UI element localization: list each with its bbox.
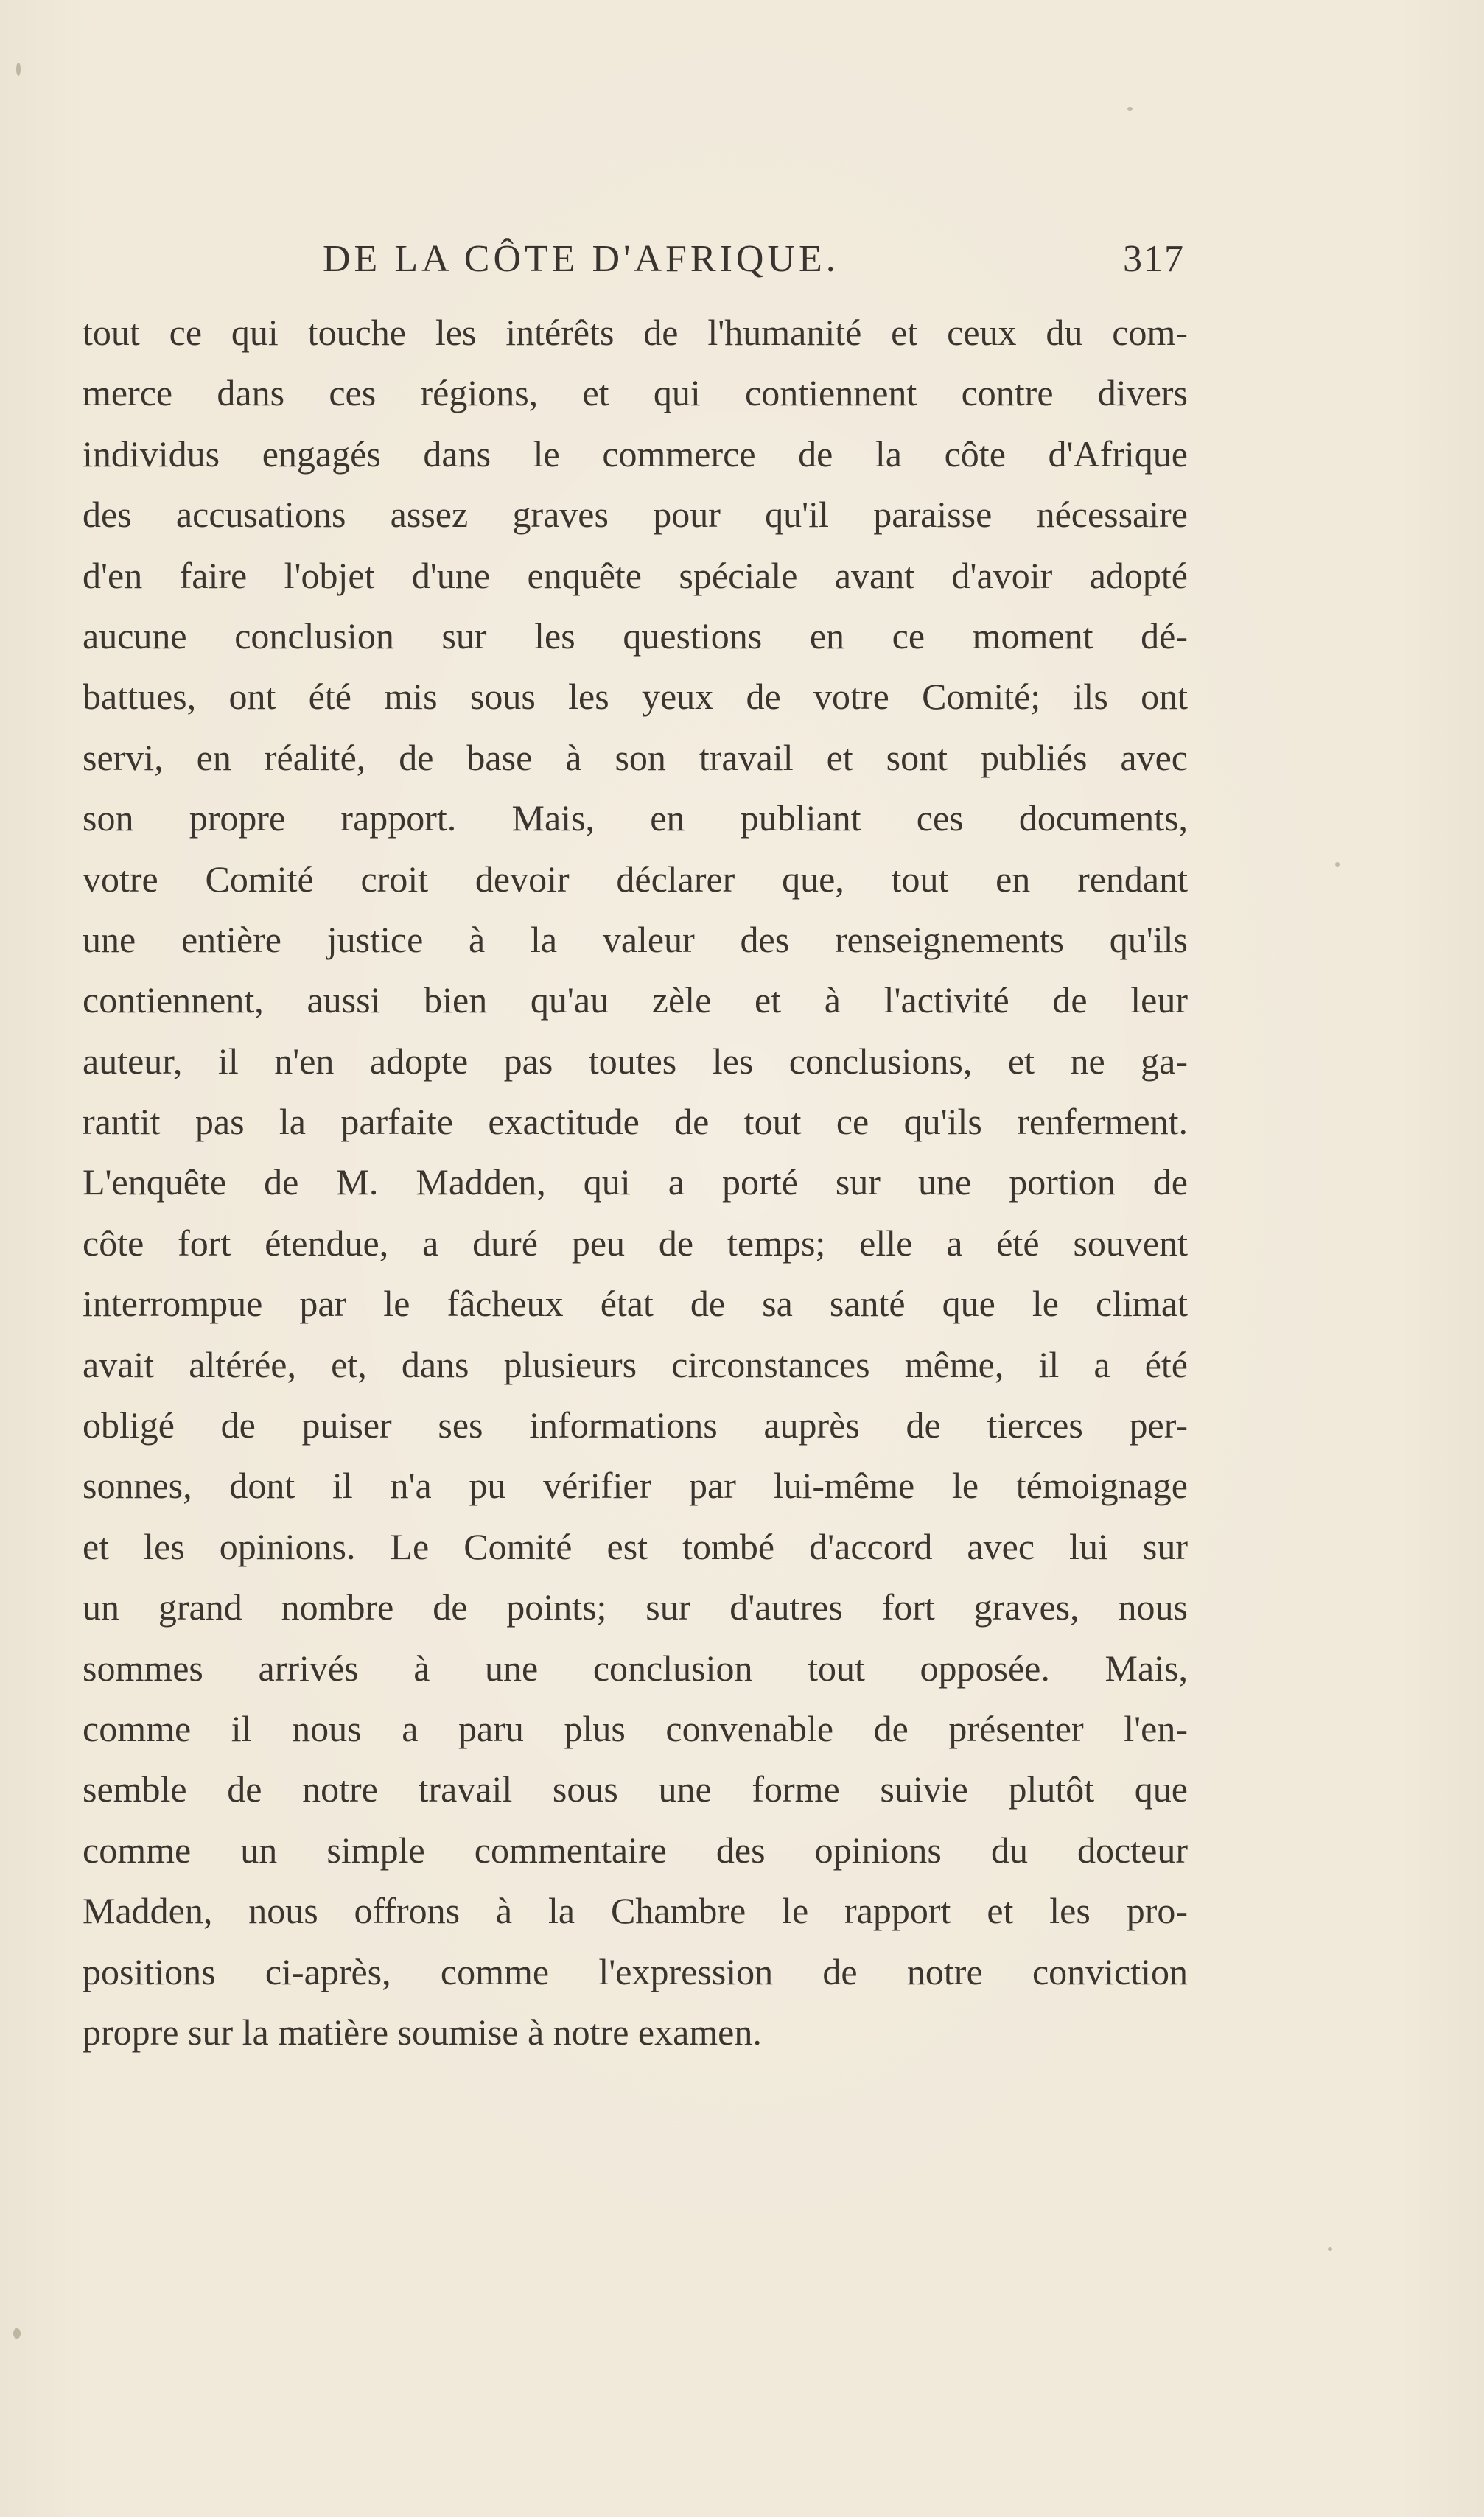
text-line: un grand nombre de points; sur d'autres fort graves, nous [83,1586,1188,1628]
text-line: comme un simple commentaire des opinions du docteur [83,1829,1188,1871]
text-line: semble de notre travail sous une forme suivie plutôt que [83,1768,1188,1810]
text-line: aucune conclusion sur les questions en ce moment dé- [83,615,1188,657]
page-header [323,237,1185,296]
text-line: servi, en réalité, de base à son travail et sont publiés avec [83,736,1188,778]
text-line: sommes arrivés à une conclusion tout opposée. Mais, [83,1647,1188,1689]
text-line: des accusations assez graves pour qu'il paraisse nécessaire [83,494,1188,536]
paper-speck [1127,107,1133,111]
body-text [83,302,1188,2062]
paper-speck [16,63,21,76]
text-line: et les opinions. Le Comité est tombé d'accord avec lui sur [83,1525,1188,1567]
text-line: comme il nous a paru plus convenable de présenter l'en- [83,1707,1188,1749]
running-title: DE LA CÔTE D'AFRIQUE. [323,238,839,280]
text-line: interrompue par le fâcheux état de sa santé que le climat [83,1283,1188,1325]
text-line: L'enquête de M. Madden, qui a porté sur une portion de [83,1161,1188,1203]
paper-speck [1328,2247,1332,2251]
text-line: sonnes, dont il n'a pu vérifier par lui-même le témoignage [83,1465,1188,1507]
text-line: propre sur la matière soumise à notre examen. [83,2011,762,2053]
text-line: côte fort étendue, a duré peu de temps; elle a été souvent [83,1222,1188,1264]
text-line: Madden, nous offrons à la Chambre le rapport et les pro- [83,1890,1188,1932]
text-line: obligé de puiser ses informations auprès de tierces per- [83,1404,1188,1446]
text-line: positions ci-après, comme l'expression de notre conviction [83,1950,1188,1992]
text-line: contiennent, aussi bien qu'au zèle et à l'activité de leur [83,979,1188,1021]
text-line: tout ce qui touche les intérêts de l'humanité et ceux du com- [83,312,1188,353]
text-line: auteur, il n'en adopte pas toutes les conclusions, et ne ga- [83,1040,1188,1082]
text-line: son propre rapport. Mais, en publiant ces documents, [83,797,1188,839]
text-line: battues, ont été mis sous les yeux de votre Comité; ils ont [83,676,1188,718]
page-number: 317 [1123,238,1185,280]
text-line: une entière justice à la valeur des renseignements qu'ils [83,918,1188,960]
text-line: avait altérée, et, dans plusieurs circonstances même, il a été [83,1343,1188,1385]
paper-speck [13,2328,21,2339]
text-line: votre Comité croit devoir déclarer que, tout en rendant [83,858,1188,900]
paper-speck [1335,862,1340,867]
text-line: merce dans ces régions, et qui contiennent contre divers [83,372,1188,414]
text-line: d'en faire l'objet d'une enquête spéciale avant d'avoir adopté [83,554,1188,596]
text-line: individus engagés dans le commerce de la côte d'Afrique [83,433,1188,475]
text-line: rantit pas la parfaite exactitude de tout ce qu'ils renferment. [83,1101,1188,1143]
